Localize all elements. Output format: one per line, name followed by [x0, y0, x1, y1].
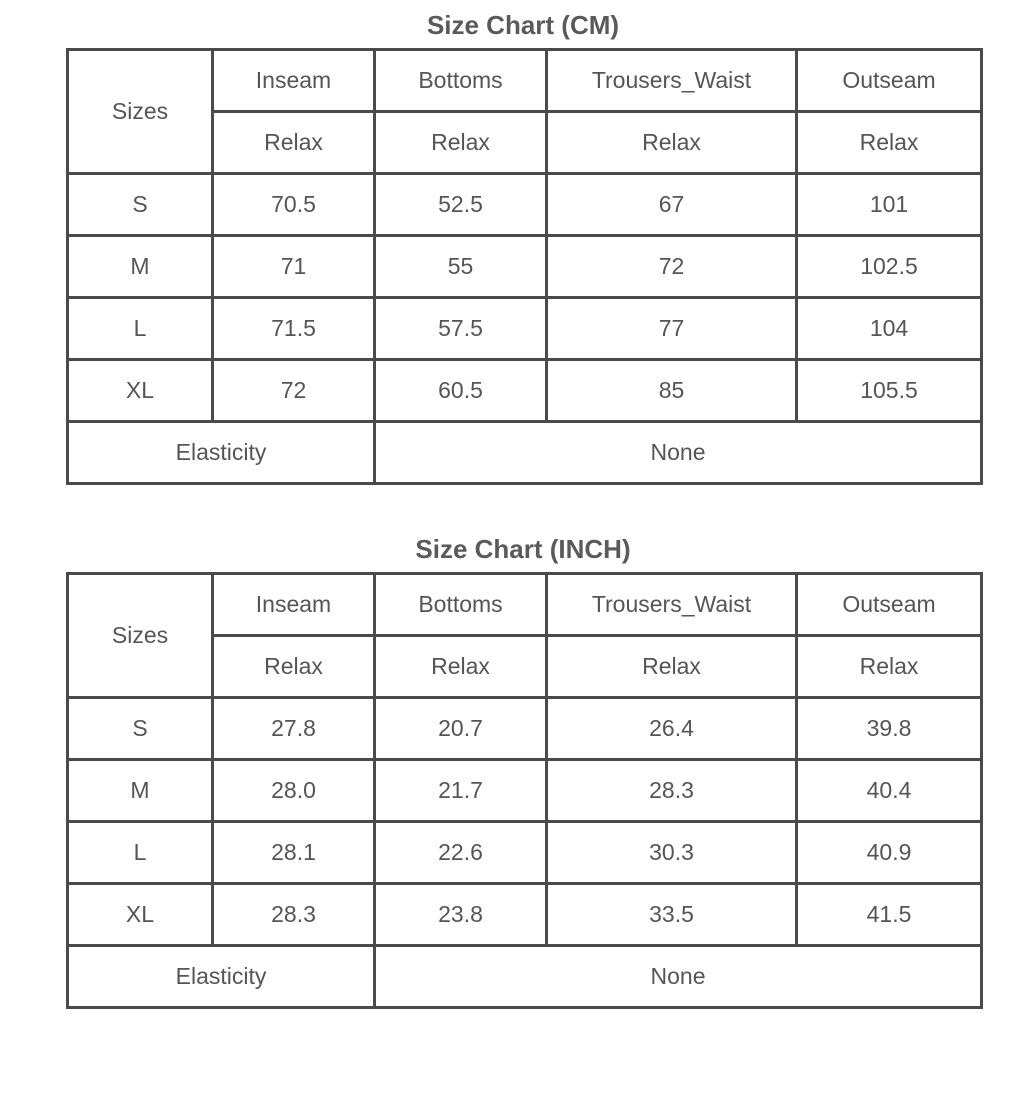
size-label: XL: [68, 360, 213, 422]
table-row: [68, 360, 982, 422]
elasticity-row: [68, 946, 982, 1008]
size-label: L: [68, 298, 213, 360]
table-row: [68, 236, 982, 298]
column-header-inseam: Inseam: [213, 50, 375, 112]
column-header-bottoms: Bottoms: [375, 574, 547, 636]
size-chart-inch-table: [66, 572, 983, 1009]
column-header-trousers-waist: Trousers_Waist: [547, 50, 797, 112]
fit-label: Relax: [797, 112, 982, 174]
column-header-outseam: Outseam: [797, 574, 982, 636]
table-cell: 21.7: [375, 760, 547, 822]
size-label: S: [68, 698, 213, 760]
table-cell: 104: [797, 298, 982, 360]
fit-label: Relax: [547, 636, 797, 698]
column-header-trousers-waist: Trousers_Waist: [547, 574, 797, 636]
table-row: [68, 822, 982, 884]
table-cell: 22.6: [375, 822, 547, 884]
table-cell: 105.5: [797, 360, 982, 422]
table-row: [68, 174, 982, 236]
table-cell: 60.5: [375, 360, 547, 422]
column-header-bottoms: Bottoms: [375, 50, 547, 112]
table-cell: 70.5: [213, 174, 375, 236]
table-cell: 40.4: [797, 760, 982, 822]
elasticity-label: Elasticity: [68, 946, 375, 1008]
size-label: M: [68, 236, 213, 298]
table-cell: 57.5: [375, 298, 547, 360]
sizes-header: Sizes: [68, 574, 213, 698]
fit-label: Relax: [797, 636, 982, 698]
table-cell: 28.3: [547, 760, 797, 822]
table-cell: 71: [213, 236, 375, 298]
table-cell: 40.9: [797, 822, 982, 884]
table-cell: 20.7: [375, 698, 547, 760]
table-cell: 27.8: [213, 698, 375, 760]
table-cell: 102.5: [797, 236, 982, 298]
column-header-inseam: Inseam: [213, 574, 375, 636]
table-cell: 33.5: [547, 884, 797, 946]
table-cell: 30.3: [547, 822, 797, 884]
size-label: M: [68, 760, 213, 822]
table-cell: 101: [797, 174, 982, 236]
table-row: [68, 760, 982, 822]
fit-label: Relax: [375, 112, 547, 174]
table-row: [68, 698, 982, 760]
fit-label: Relax: [547, 112, 797, 174]
size-label: S: [68, 174, 213, 236]
table-cell: 23.8: [375, 884, 547, 946]
size-label: XL: [68, 884, 213, 946]
fit-label: Relax: [375, 636, 547, 698]
elasticity-label: Elasticity: [68, 422, 375, 484]
table-cell: 28.0: [213, 760, 375, 822]
table-cell: 85: [547, 360, 797, 422]
table-row: [68, 298, 982, 360]
table-cell: 71.5: [213, 298, 375, 360]
elasticity-row: [68, 422, 982, 484]
size-label: L: [68, 822, 213, 884]
fit-label: Relax: [213, 636, 375, 698]
table-cell: 72: [547, 236, 797, 298]
sizes-header: Sizes: [68, 50, 213, 174]
table-cell: 41.5: [797, 884, 982, 946]
table-row: [68, 884, 982, 946]
elasticity-value: None: [375, 946, 982, 1008]
size-chart-cm-table: [66, 48, 983, 485]
elasticity-value: None: [375, 422, 982, 484]
column-header-outseam: Outseam: [797, 50, 982, 112]
table-cell: 77: [547, 298, 797, 360]
size-chart-cm-title: Size Chart (CM): [426, 10, 620, 40]
header-row: [68, 50, 982, 112]
table-cell: 39.8: [797, 698, 982, 760]
table-cell: 26.4: [547, 698, 797, 760]
table-cell: 52.5: [375, 174, 547, 236]
header-row: [68, 574, 982, 636]
table-cell: 28.1: [213, 822, 375, 884]
table-cell: 67: [547, 174, 797, 236]
table-cell: 72: [213, 360, 375, 422]
table-cell: 55: [375, 236, 547, 298]
size-chart-inch-title: Size Chart (INCH): [415, 534, 631, 564]
fit-label: Relax: [213, 112, 375, 174]
table-cell: 28.3: [213, 884, 375, 946]
